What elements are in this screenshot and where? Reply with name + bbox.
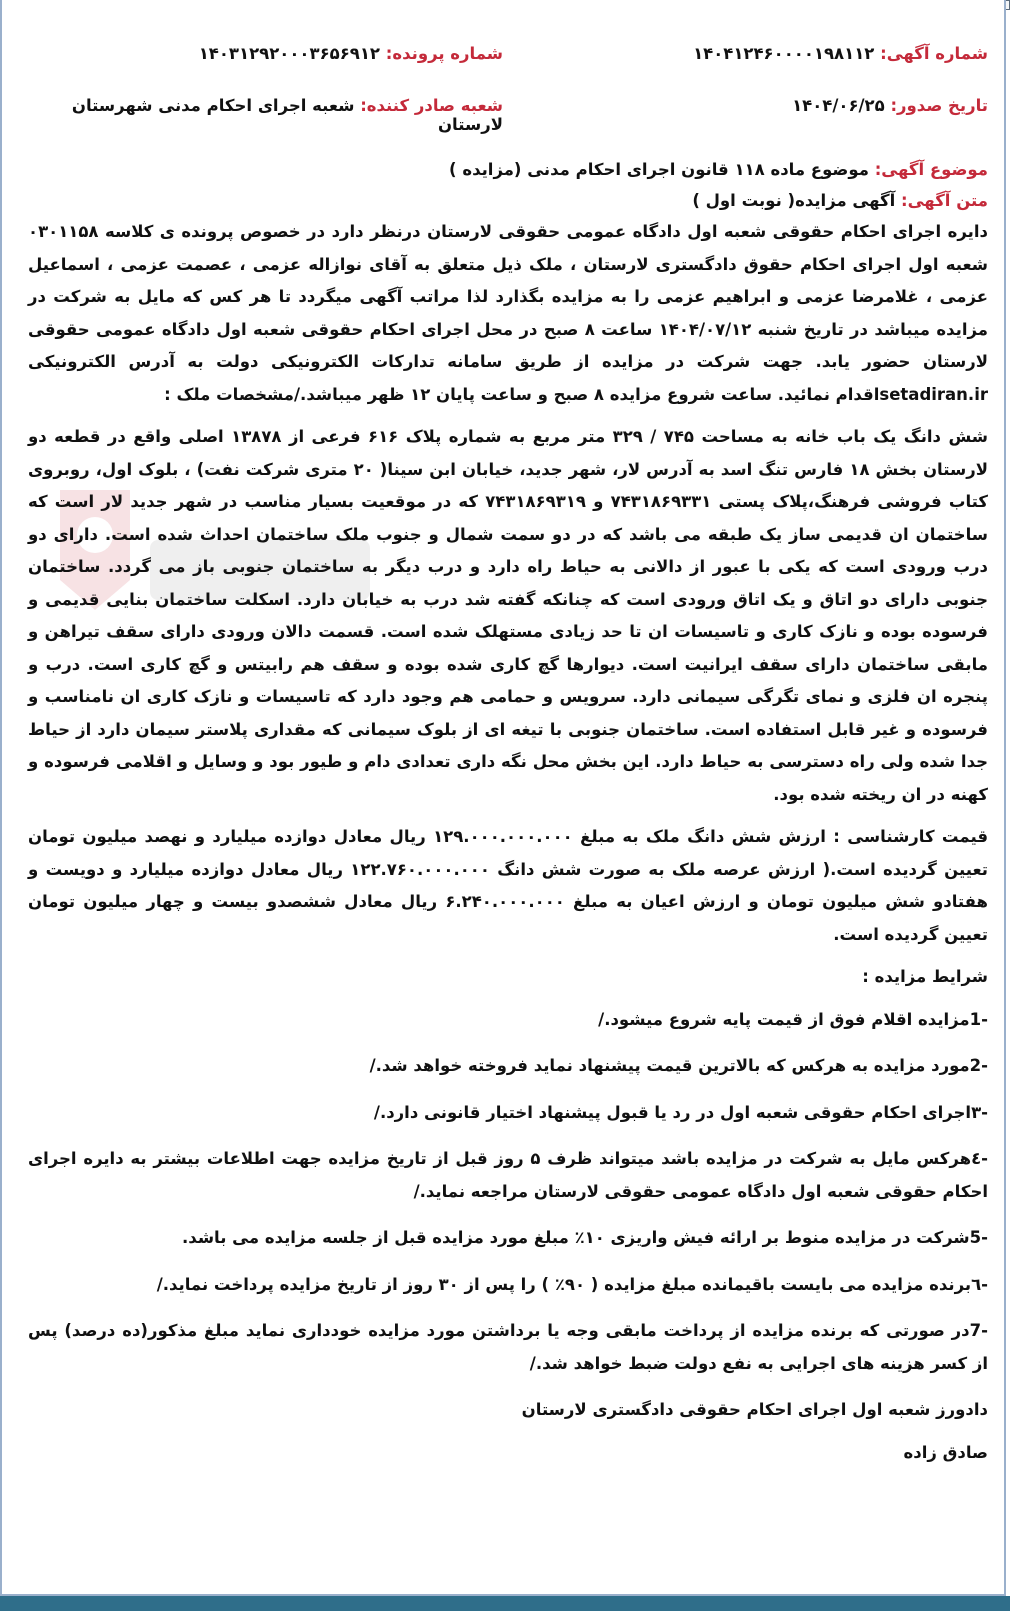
- ad-number: [693, 44, 988, 63]
- text-title-line: [28, 191, 988, 210]
- property-paragraph: شش دانگ یک باب خانه به مساحت ۷۴۵ / ۳۲۹ متر مربع به شماره پلاک ۶۱۶ فرعی از ۱۳۸۷۸ اصلی واقع در قطعه دو لارستان بخش ۱۸ فارس تنگ اسد به آدرس لار، شهر جدید، خیابان ابن سینا( ۲۰ متری شرکت نفت) ، بلوک اول، روبروی کتاب فروشی فرهنگ،پلاک پستی ۷۴۳۱۸۶۹۳۳۱ و ۷۴۳۱۸۶۹۳۱۹ که در موقعیت بسیار مناسب در شهر جدید لار است که ساختمان ان قدیمی ساز یک طبقه می باشد که در دو سمت شمال و جنوب ملک ساختمان احداث شده است. دارای دو درب ورودی است که یکی با عبور از دالانی به حیاط راه دارد و درب دیگر به ساختمان جنوبی باز می گردد. ساختمان جنوبی دارای دو اتاق و یک اتاق ورودی است که چنانکه گفته شد درب به خیابان دارد. اسکلت ساختمان بنایی قدیمی و فرسوده بوده و نازک کاری و تاسیسات ان تا حد زیادی مستهلک شده است. قسمت دالان ورودی دارای سقف تیراهن و مابقی ساختمان دارای سقف ایرانیت است. دیوارها گچ کاری شده بوده و سقف هم رابیتس و گچ کاری است. درب و پنجره ان فلزی و نمای تگرگی سیمانی دارد. سرویس و حمامی هم وجود دارد که تاسیسات و نازک کاری ان نامناسب و فرسوده و غیر قابل استفاده است. ساختمان جنوبی با تیغه ای از بلوک سیمانی که مقداری پلاستر سیمان دارد از حیاط جدا شده ولی راه دسترسی به حیاط دارد. این بخش محل نگه داری تعدادی دام و طیور بود و وسایل و اقلامی فرسوده و کهنه در ان ریخته شده بود.: [28, 427, 989, 804]
- condition-item: -5شرکت در مزایده منوط بر ارائه فیش واریزی ۱۰٪ مبلغ مورد مزایده قبل از جلسه مزایده می باشد.: [182, 1228, 988, 1247]
- ad-number-label: شماره آگهی:: [880, 44, 988, 63]
- case-number: [199, 44, 503, 63]
- subject-value: موضوع ماده ۱۱۸ قانون اجرای احکام مدنی (مزایده ): [449, 160, 869, 179]
- signature-name: صادق زاده: [903, 1442, 988, 1462]
- condition-item: -1مزایده اقلام فوق از قیمت پایه شروع میشود./: [598, 1009, 988, 1029]
- bottom-bar: [0, 1596, 1010, 1611]
- notice-content: [28, 36, 988, 1479]
- signature-title: دادورز شعبه اول اجرای احکام حقوقی دادگستری لارستان: [521, 1400, 988, 1419]
- issuer-value: شعبه اجرای احکام مدنی شهرستان لارستان: [71, 96, 503, 134]
- condition-item: -7در صورتی که برنده مزایده از پرداخت مابقی وجه یا برداشتن مورد مزایده خودداری نماید مبلغ مذکور(ده درصد) پس از کسر هزینه های اجرایی به نفع دولت ضبط خواهد شد./: [28, 1321, 988, 1373]
- header-row-1: [28, 36, 988, 88]
- issuer: [28, 96, 503, 134]
- header-row-2: [28, 88, 988, 140]
- condition-item: -۳اجرای احکام حقوقی شعبه اول در رد یا قبول پیشنهاد اختیار قانونی دارد./: [373, 1102, 988, 1122]
- intro-text-2: اقدام نمائید. ساعت شروع مزایده ۸ صبح و ساعت پایان ۱۲ ظهر میباشد./مشخصات ملک :: [164, 384, 880, 404]
- subject-line: [28, 160, 988, 179]
- text-title: آگهی مزایده( نوبت اول ): [692, 191, 896, 210]
- conditions-list: [28, 1004, 988, 1381]
- condition-item: -٦برنده مزایده می بایست باقیمانده مبلغ مزایده ( ۹۰٪ ) را پس از ۳۰ روز از تاریخ مزایده پرداخت نماید./: [156, 1274, 988, 1294]
- conditions-title: شرایط مزایده :: [862, 967, 988, 986]
- case-number-value: ۱۴۰۳۱۲۹۲۰۰۰۳۶۵۶۹۱۲: [198, 44, 380, 63]
- issue-date-label: تاریخ صدور:: [890, 96, 988, 115]
- condition-item: -٤هرکس مایل به شرکت در مزایده باشد میتواند ظرف ۵ روز قبل از تاریخ مزایده جهت اطلاعات بیشتر به دایره اجرای احکام حقوقی شعبه اول دادگاه عمومی حقوقی لارستان مراجعه نماید./: [28, 1149, 988, 1201]
- valuation-paragraph: قیمت کارشناسی : ارزش شش دانگ ملک به مبلغ ۱۲۹.۰۰۰.۰۰۰.۰۰۰ ریال معادل دوازده میلیارد و نهصد میلیون تومان تعیین گردیده است.( ارزش عرصه ملک به صورت شش دانگ ۱۲۲.۷۶۰.۰۰۰.۰۰۰ ریال معادل دوازده میلیارد و دویست و هفتادو شش میلیون تومان و ارزش اعیان به مبلغ ۶.۲۴۰.۰۰۰.۰۰۰ ریال معادل ششصدو بیست و چهار میلیون تومان تعیین گردیده است.: [28, 827, 988, 944]
- website-link[interactable]: setadiran.ir: [879, 384, 988, 404]
- condition-item: -2مورد مزایده به هرکس که بالاترین قیمت پیشنهاد نماید فروخته خواهد شد./: [369, 1056, 988, 1075]
- intro-text-1: دایره اجرای احکام حقوقی شعبه اول دادگاه عمومی حقوقی لارستان درنظر دارد در خصوص پرونده ی کلاسه ۰۳۰۱۱۵۸ شعبه اول اجرای احکام حقوق دادگستری لارستان ، ملک ذیل متعلق به آقای نوازاله عزمی ، عصمت عزمی ، اسماعیل عزمی ، غلامرضا عزمی و ابراهیم عزمی را به مزایده بگذارد لذا مراتب آگهی میگردد تا هر کس که مایل به شرکت در مزایده میباشد در تاریخ شنبه ۱۴۰۴/۰۷/۱۲ ساعت ۸ صبح در محل اجرای احکام حقوقی شعبه اول دادگاه عمومی حقوقی لارستان حضور یابد. جهت شرکت در مزایده از طریق سامانه تدارکات الکترونیکی دولت به آدرس الکترونیکی: [28, 222, 988, 371]
- text-label: متن آگهی:: [901, 191, 988, 210]
- intro-paragraph: [28, 216, 988, 411]
- issuer-label: شعبه صادر کننده:: [360, 96, 503, 115]
- subject-label: موضوع آگهی:: [874, 160, 988, 179]
- issue-date: [792, 96, 988, 115]
- issue-date-value: ۱۴۰۴/۰۶/۲۵: [792, 96, 885, 115]
- case-number-label: شماره پرونده:: [385, 44, 503, 63]
- ad-number-value: ۱۴۰۴۱۲۴۶۰۰۰۰۱۹۸۱۱۲: [693, 44, 875, 63]
